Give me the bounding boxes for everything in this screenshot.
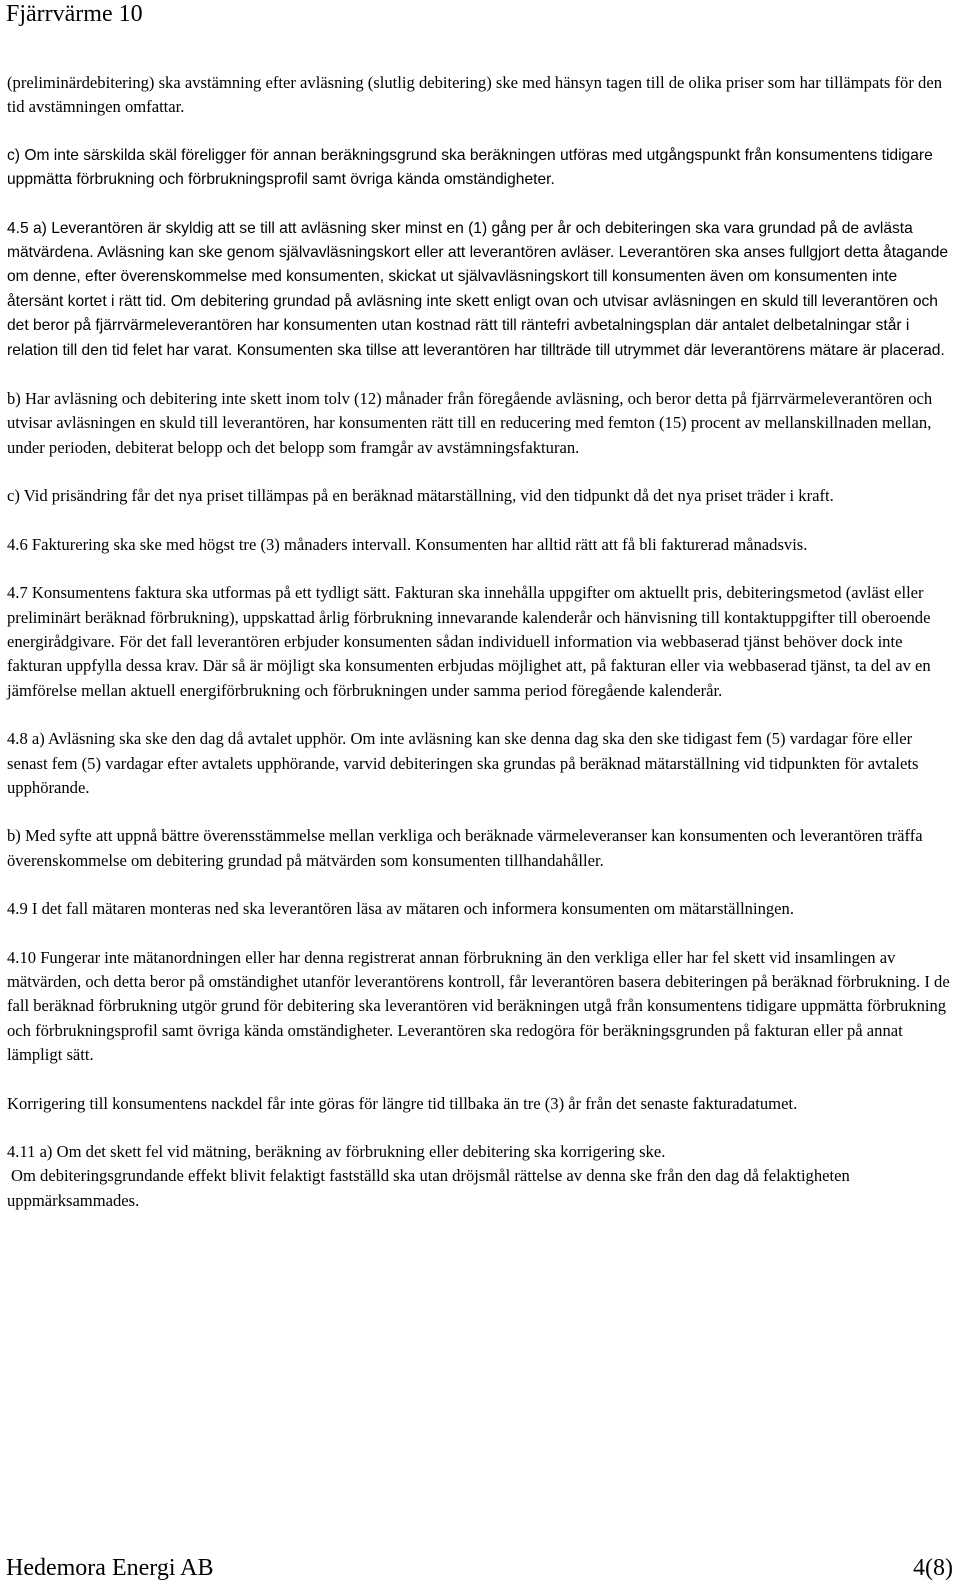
paragraph-4-7: 4.7 Konsumentens faktura ska utformas på ett tydligt sätt. Fakturan ska innehålla uppgifter om aktuellt pris, debiteringsmetod (avläst eller preliminärt beräknad förbrukning), uppskattad årlig förbrukning innevarande kalenderår och hänvisning till kontaktuppgifter till oberoende energirådgivare. För det fall leverantören erbjuder konsumenten sådan individuell information via webbaserad tjänst behöver dock inte fakturan uppfylla dessa krav. Där så är möjligt ska konsumenten erbjudas möjlighet att, på fakturan eller via webbaserad tjänst, ta del av en jämförelse mellan aktuell energiförbrukning och förbrukningen under samma period föregående kalenderår. [7, 583, 931, 700]
paragraph-4-5a: 4.5 a) Leverantören är skyldig att se till att avläsning sker minst en (1) gång per år och debiteringen ska vara grundad på de avlästa mätvärdena. Avläsning kan ske genom självavläsningskort eller att leverantören avläser. Leverantören ska anses fullgjort detta åtagande om denne, efter överenskommelse med konsumenten, skickat ut självavläsningskort till konsumenten även om konsumenten inte återsänt kortet i rätt tid. Om debitering grundad på avläsning inte skett enligt ovan och utvisar avläsningen en skuld till leverantören och det beror på fjärrvärmeleverantören har konsumenten utan kostnad rätt till räntefri avbetalningsplan där antalet delbetalningar står i relation till den tid felet har varat. Konsumenten ska tillse att leverantören har tillträde till utrymmet där leverantörens mätare är placerad. [7, 219, 949, 359]
page-footer [6, 1553, 953, 1583]
paragraph-4-5c: c) Vid prisändring får det nya priset tillämpas på en beräknad mätarställning, vid den tidpunkt då det nya priset träder i kraft. [7, 486, 834, 506]
paragraph-4-11a: 4.11 a) Om det skett fel vid mätning, beräkning av förbrukning eller debitering ska korrigering ske. [7, 1142, 666, 1161]
paragraph-4-4c: c) Om inte särskilda skäl föreligger för annan beräkningsgrund ska beräkningen utföras med utgångspunkt från konsumentens tidigare uppmätta förbrukning och förbrukningsprofil samt övriga kända omständigheter. [7, 146, 933, 189]
paragraph-4-8b: b) Med syfte att uppnå bättre överensstämmelse mellan verkliga och beräknade värmeleveranser kan konsumenten och leverantören träffa överenskommelse om debitering grundad på mätvärden som konsumenten tillhandahåller. [7, 826, 923, 870]
paragraph-correction-limit: Korrigering till konsumentens nackdel får inte göras för längre tid tillbaka än tre (3) år från det senaste fakturadatumet. [7, 1093, 798, 1113]
page-header-title: Fjärrvärme 10 [6, 1, 143, 27]
paragraph-4-11-effect: Om debiteringsgrundande effekt blivit felaktigt fastställd ska utan dröjsmål rättelse av denna ske från den dag då felaktigheten uppmärksammades. [7, 1166, 850, 1210]
footer-page-number: 4(8) [913, 1555, 953, 1581]
paragraph-4-6: 4.6 Fakturering ska ske med högst tre (3) månaders intervall. Konsumenten har alltid rätt att få bli fakturerad månadsvis. [7, 534, 808, 554]
paragraph-preliminary-debiting: (preliminärdebitering) ska avstämning efter avläsning (slutlig debitering) ske med hänsyn tagen till de olika priser som har tillämpats för den tid avstämningen omfattar. [7, 73, 942, 117]
paragraph-4-8a: 4.8 a) Avläsning ska ske den dag då avtalet upphör. Om inte avläsning kan ske denna dag ska den ske tidigast fem (5) vardagar före eller senast fem (5) vardagar efter avtalets upphörande, varvid debiteringen ska grundas på beräknad mätarställning vid tidpunkten för avtalets upphörande. [7, 729, 919, 797]
paragraph-4-10: 4.10 Fungerar inte mätanordningen eller har denna registrerat annan förbrukning än den verkliga eller har fel skett vid insamlingen av mätvärden, och detta beror på omständighet utanför leverantörens kontroll, får leverantören basera debiteringen på beräknad förbrukning. I de fall beräknad förbrukning utgör grund för debitering ska leverantören vid beräkningen utgå från konsumentens tidigare uppmätta förbrukning och förbrukningsprofil samt övriga kända omständigheter. Leverantören ska redogöra för beräkningsgrunden på fakturan eller på annat lämpligt sätt. [7, 947, 950, 1065]
document-body [7, 71, 955, 1237]
paragraph-4-9: 4.9 I det fall mätaren monteras ned ska leverantören läsa av mätaren och informera konsumenten om mätarställningen. [7, 899, 794, 919]
footer-company-name: Hedemora Energi AB [6, 1555, 214, 1581]
paragraph-4-5b: b) Har avläsning och debitering inte skett inom tolv (12) månader från föregående avläsning, och beror detta på fjärrvärmeleverantören och utvisar avläsningen en skuld till leverantören, har konsumenten rätt till en reducering med femton (15) procent av mellanskillnaden mellan, under perioden, debiterat belopp och det belopp som framgår av avstämningsfakturan. [7, 389, 933, 457]
